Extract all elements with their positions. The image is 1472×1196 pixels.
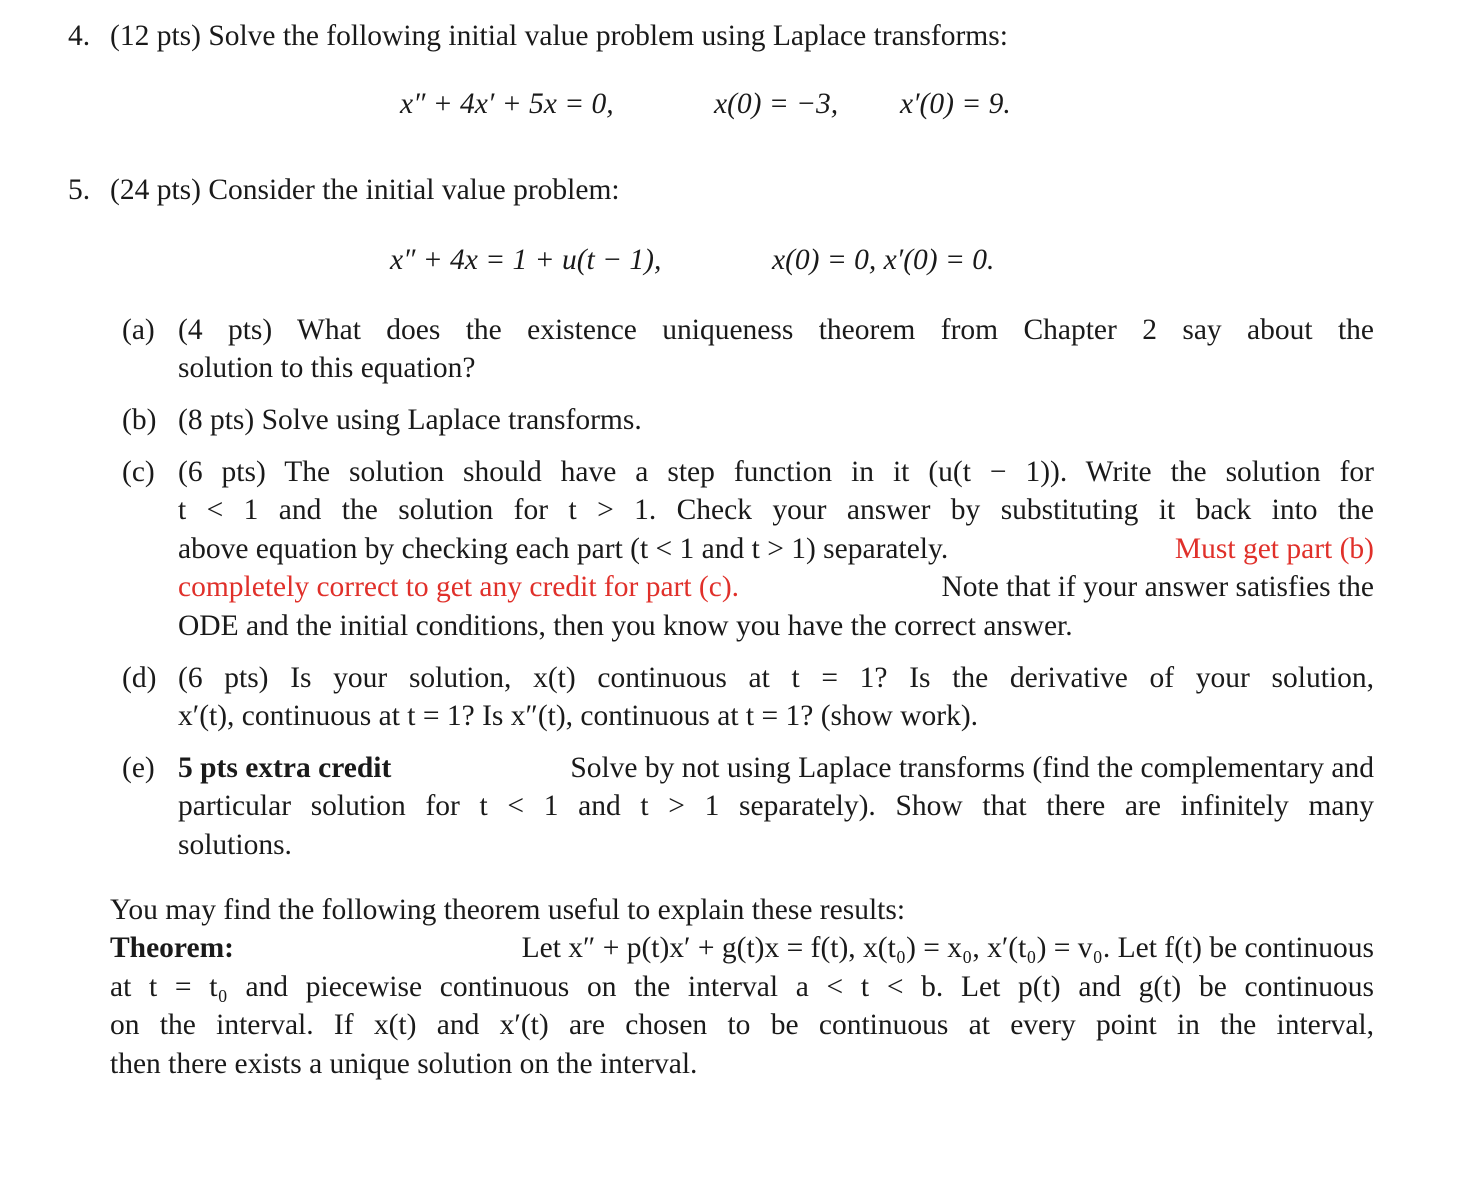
part-e-line-1-text: Solve by not using Laplace transforms (find the complementary and <box>570 752 1374 784</box>
part-c-line-3-text: above equation by checking each part (t < 1 and t > 1) separately. <box>178 533 949 565</box>
q4-initial-condition-2: x′(0) = 9. <box>900 88 1011 120</box>
q4-initial-condition-1: x(0) = −3, <box>714 88 839 120</box>
q4-equation: x″ + 4x′ + 5x = 0, <box>400 88 614 120</box>
part-e-label: (e) <box>122 752 155 784</box>
q5-equation: x″ + 4x = 1 + u(t − 1), <box>390 244 662 276</box>
part-a-line-1: (4 pts) What does the existence uniqueness theorem from Chapter 2 say about the <box>178 314 1374 346</box>
part-c-warning-start: Must get part (b) <box>1174 533 1374 565</box>
part-c-line-1: (6 pts) The solution should have a step function in it (u(t − 1)). Write the solution for <box>178 456 1374 488</box>
part-b-line-1: (8 pts) Solve using Laplace transforms. <box>178 404 642 436</box>
q5-initial-conditions: x(0) = 0, x′(0) = 0. <box>772 244 995 276</box>
part-a-line-2: solution to this equation? <box>178 352 476 384</box>
q4-header: (12 pts) Solve the following initial value problem using Laplace transforms: <box>110 20 1008 52</box>
theorem-line-2: at t = t₀ and piecewise continuous on the interval a < t < b. Let p(t) and g(t) be continuous <box>110 971 1374 1003</box>
q5-number: 5. <box>68 174 91 206</box>
part-c-line-5: ODE and the initial conditions, then you know you have the correct answer. <box>178 610 1073 642</box>
part-e-line-3: solutions. <box>178 829 292 861</box>
part-e-line-1 <box>178 752 1374 785</box>
part-c-label: (c) <box>122 456 155 488</box>
part-c-line-4 <box>178 571 1374 604</box>
q4-number: 4. <box>68 20 91 52</box>
q5-header: (24 pts) Consider the initial value problem: <box>110 174 620 206</box>
part-c-warning-end: completely correct to get any credit for part (c). <box>178 571 740 603</box>
part-c-line-4-text: Note that if your answer satisfies the <box>941 571 1374 603</box>
part-e-extra-credit: 5 pts extra credit <box>178 752 392 784</box>
part-d-line-2: x′(t), continuous at t = 1? Is x″(t), continuous at t = 1? (show work). <box>178 700 979 732</box>
part-c-line-2: t < 1 and the solution for t > 1. Check your answer by substituting it back into the <box>178 494 1374 526</box>
theorem-line-1 <box>110 932 1374 965</box>
theorem-intro: You may find the following theorem useful to explain these results: <box>110 894 906 926</box>
part-d-label: (d) <box>122 662 157 694</box>
part-c-line-3 <box>178 533 1374 566</box>
theorem-line-1-text: Let x″ + p(t)x′ + g(t)x = f(t), x(t₀) = x₀, x′(t₀) = v₀. Let f(t) be continuous <box>521 932 1374 964</box>
part-d-line-1: (6 pts) Is your solution, x(t) continuous at t = 1? Is the derivative of your solution, <box>178 662 1374 694</box>
part-a-label: (a) <box>122 314 155 346</box>
part-e-line-2: particular solution for t < 1 and t > 1 separately). Show that there are infinitely many <box>178 790 1374 822</box>
part-b-label: (b) <box>122 404 157 436</box>
theorem-line-3: on the interval. If x(t) and x′(t) are chosen to be continuous at every point in the interval, <box>110 1009 1374 1041</box>
theorem-title: Theorem: <box>110 932 234 964</box>
theorem-line-4: then there exists a unique solution on the interval. <box>110 1048 698 1080</box>
